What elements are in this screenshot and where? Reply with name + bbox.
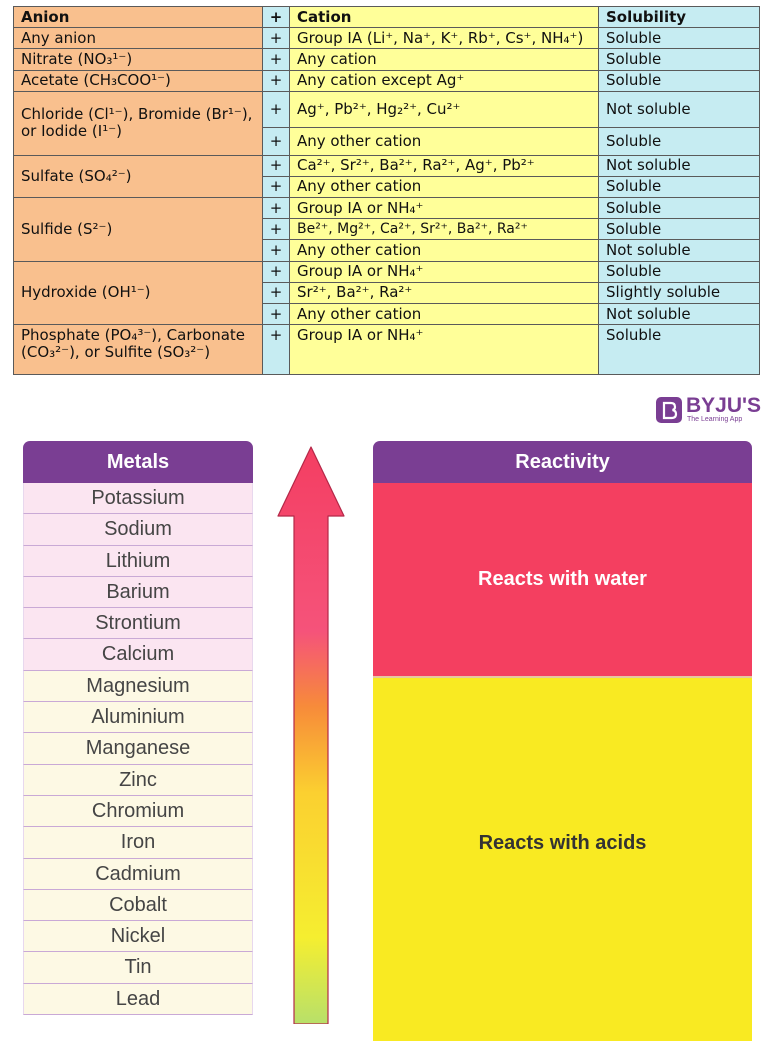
plus-cell: + <box>263 197 290 218</box>
table-row <box>14 197 760 218</box>
reactivity-header: Reactivity <box>373 441 752 483</box>
header-solubility: Solubility <box>599 7 760 28</box>
cation-cell: Ag⁺, Pb²⁺, Hg₂²⁺, Cu²⁺ <box>290 91 599 127</box>
cation-cell: Group IA or NH₄⁺ <box>290 325 599 375</box>
list-item: Lead <box>23 984 253 1015</box>
logo-wordmark: BYJU'S <box>686 394 762 417</box>
table-row <box>14 325 760 375</box>
cation-cell: Any other cation <box>290 240 599 261</box>
reacts-with-water-label: Reacts with water <box>478 568 647 590</box>
plus-cell: + <box>263 325 290 375</box>
cation-cell: Ca²⁺, Sr²⁺, Ba²⁺, Ra²⁺, Ag⁺, Pb²⁺ <box>290 155 599 176</box>
list-item: Barium <box>23 577 253 608</box>
solubility-cell: Soluble <box>599 128 760 155</box>
metals-column <box>23 441 253 1041</box>
solubility-cell: Soluble <box>599 28 760 49</box>
plus-cell: + <box>263 282 290 303</box>
header-anion: Anion <box>14 7 263 28</box>
plus-cell: + <box>263 240 290 261</box>
solubility-cell: Not soluble <box>599 240 760 261</box>
list-item: Aluminium <box>23 702 253 733</box>
reacts-with-acids-label: Reacts with acids <box>478 832 647 854</box>
anion-cell: Nitrate (NO₃¹⁻) <box>14 49 263 70</box>
anion-cell: Chloride (Cl¹⁻), Bromide (Br¹⁻), or Iodide (I¹⁻) <box>14 91 263 155</box>
solubility-cell: Soluble <box>599 70 760 91</box>
table-header-row <box>14 7 760 28</box>
solubility-cell: Soluble <box>599 219 760 240</box>
list-item: Manganese <box>23 733 253 764</box>
cation-cell: Group IA or NH₄⁺ <box>290 197 599 218</box>
table-row <box>14 49 760 70</box>
solubility-cell: Soluble <box>599 261 760 282</box>
list-item: Magnesium <box>23 671 253 702</box>
reacts-with-acids-band <box>373 676 752 1041</box>
table-row <box>14 155 760 176</box>
cation-cell: Any other cation <box>290 304 599 325</box>
cation-cell: Be²⁺, Mg²⁺, Ca²⁺, Sr²⁺, Ba²⁺, Ra²⁺ <box>290 219 599 240</box>
table-row <box>14 70 760 91</box>
cation-cell: Group IA or NH₄⁺ <box>290 261 599 282</box>
solubility-cell: Soluble <box>599 49 760 70</box>
list-item: Strontium <box>23 608 253 639</box>
list-item: Nickel <box>23 921 253 952</box>
byjus-logo-icon <box>656 397 682 423</box>
plus-cell: + <box>263 49 290 70</box>
plus-cell: + <box>263 304 290 325</box>
list-item: Iron <box>23 827 253 858</box>
solubility-cell: Not soluble <box>599 155 760 176</box>
table-row <box>14 91 760 127</box>
cation-cell: Any other cation <box>290 176 599 197</box>
list-item: Potassium <box>23 483 253 514</box>
list-item: Chromium <box>23 796 253 827</box>
plus-cell: + <box>263 219 290 240</box>
list-item: Calcium <box>23 639 253 670</box>
header-cation: Cation <box>290 7 599 28</box>
solubility-cell: Not soluble <box>599 91 760 127</box>
solubility-cell: Soluble <box>599 176 760 197</box>
solubility-cell: Slightly soluble <box>599 282 760 303</box>
solubility-cell: Soluble <box>599 325 760 375</box>
table-row <box>14 28 760 49</box>
list-item: Cobalt <box>23 890 253 921</box>
cation-cell: Any cation <box>290 49 599 70</box>
anion-cell: Sulfate (SO₄²⁻) <box>14 155 263 197</box>
logo-tagline: The Learning App <box>687 416 743 423</box>
header-plus: + <box>263 7 290 28</box>
reactivity-arrow-icon <box>276 446 346 1024</box>
list-item: Lithium <box>23 546 253 577</box>
anion-cell: Phosphate (PO₄³⁻), Carbonate (CO₃²⁻), or Sulfite (SO₃²⁻) <box>14 325 263 375</box>
reacts-with-water-band <box>373 483 752 676</box>
cation-cell: Any other cation <box>290 128 599 155</box>
anion-cell: Sulfide (S²⁻) <box>14 197 263 261</box>
cation-cell: Sr²⁺, Ba²⁺, Ra²⁺ <box>290 282 599 303</box>
list-item: Cadmium <box>23 859 253 890</box>
list-item: Zinc <box>23 765 253 796</box>
plus-cell: + <box>263 70 290 91</box>
cation-cell: Any cation except Ag⁺ <box>290 70 599 91</box>
reactivity-column <box>373 441 752 1041</box>
solubility-table <box>13 6 760 375</box>
plus-cell: + <box>263 91 290 127</box>
solubility-cell: Not soluble <box>599 304 760 325</box>
list-item: Sodium <box>23 514 253 545</box>
cation-cell: Group IA (Li⁺, Na⁺, K⁺, Rb⁺, Cs⁺, NH₄⁺) <box>290 28 599 49</box>
plus-cell: + <box>263 261 290 282</box>
list-item: Tin <box>23 952 253 983</box>
anion-cell: Acetate (CH₃COO¹⁻) <box>14 70 263 91</box>
table-row <box>14 261 760 282</box>
metals-header: Metals <box>23 441 253 483</box>
anion-cell: Hydroxide (OH¹⁻) <box>14 261 263 325</box>
plus-cell: + <box>263 128 290 155</box>
anion-cell: Any anion <box>14 28 263 49</box>
plus-cell: + <box>263 155 290 176</box>
plus-cell: + <box>263 176 290 197</box>
plus-cell: + <box>263 28 290 49</box>
solubility-cell: Soluble <box>599 197 760 218</box>
